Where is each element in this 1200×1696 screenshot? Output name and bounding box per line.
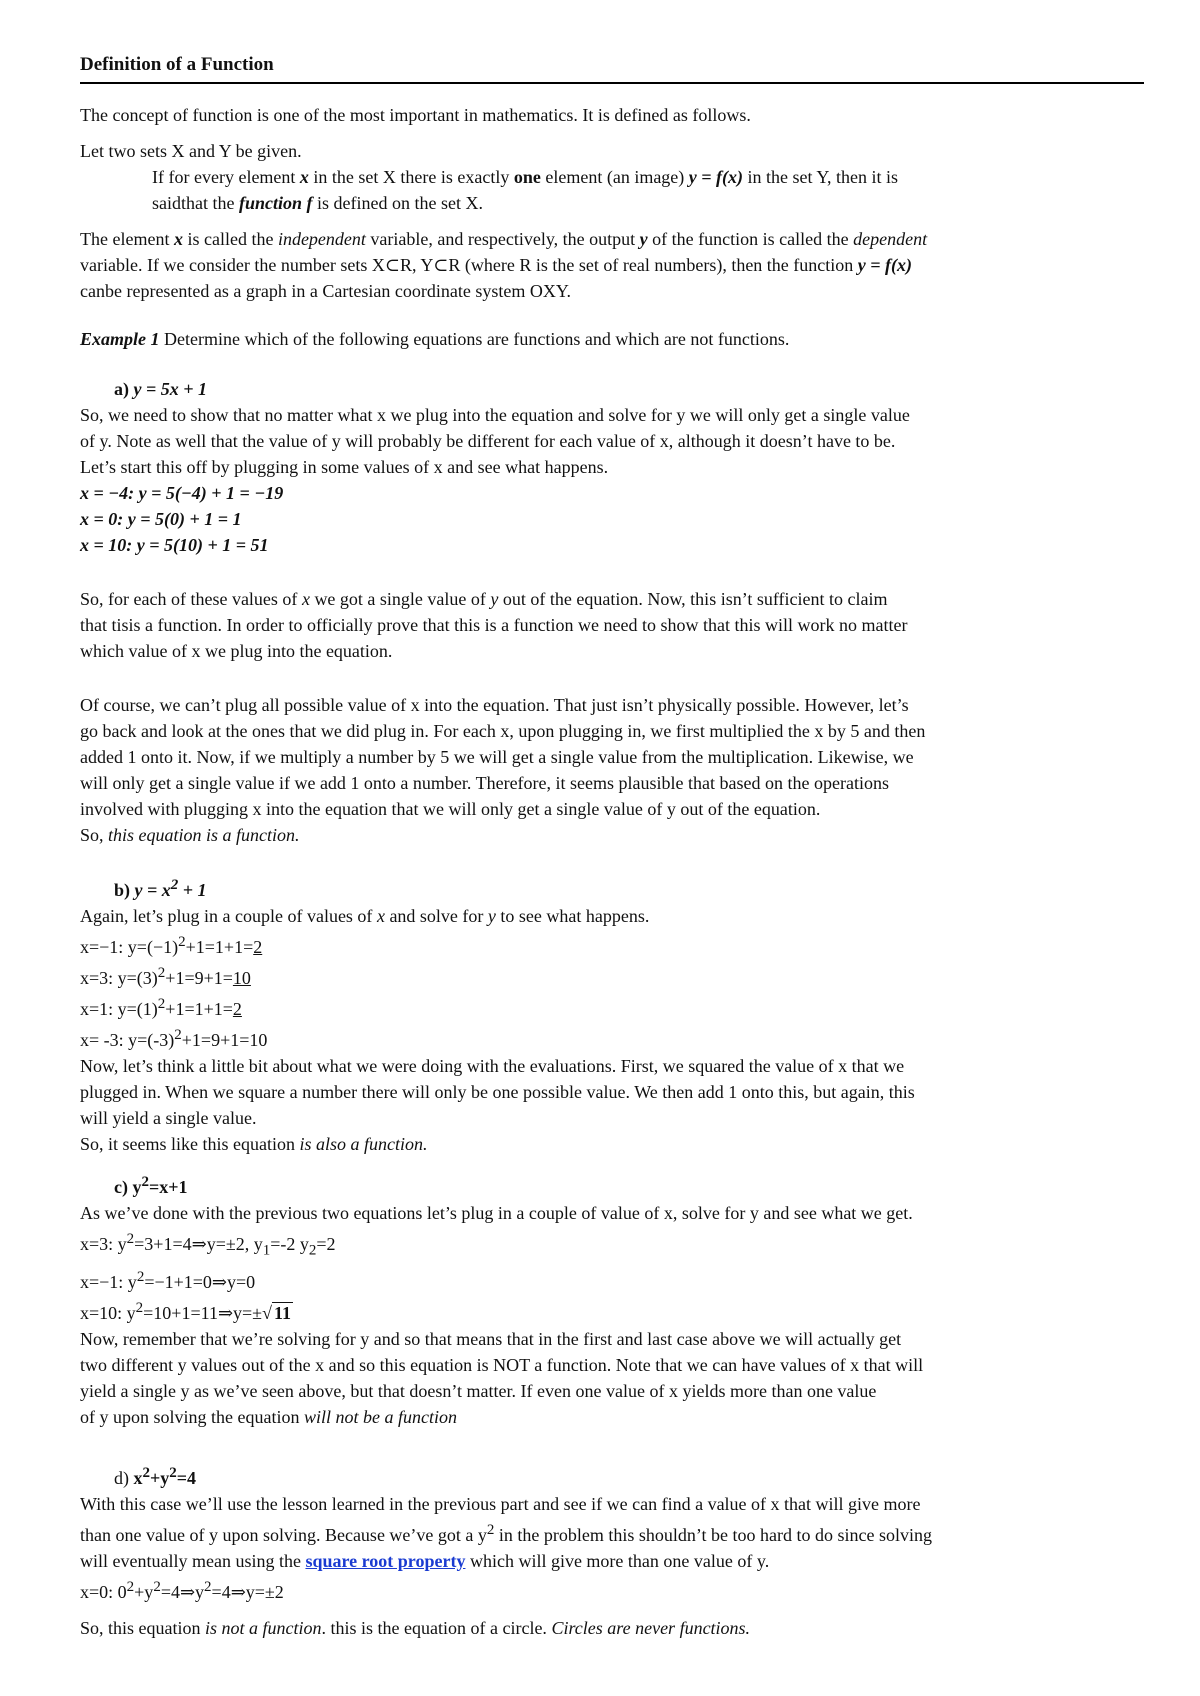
conclusion-italic: this equation is a function. — [108, 825, 300, 845]
part-b-line — [80, 903, 1144, 929]
underlined-value: 2 — [232, 999, 242, 1019]
text: =2 — [316, 1234, 336, 1254]
text: +1=1+1= — [165, 999, 233, 1019]
text: So, it seems like this equation — [80, 1134, 300, 1154]
superscript: 2 — [157, 996, 166, 1012]
part-a-conclusion — [80, 822, 1144, 848]
part-a-line: So, we need to show that no matter what x we plug into the equation and solve for y we will only get a single value — [80, 405, 910, 425]
var-x: x — [301, 589, 310, 609]
text: x=3: y — [80, 1234, 127, 1254]
term-independent: independent — [277, 229, 366, 249]
text: x=1: y=(1) — [80, 999, 158, 1019]
part-equation: +y — [150, 1467, 170, 1488]
part-a-line: of y. Note as well that the value of y will probably be different for each value of x, although it doesn’t have to be. — [80, 431, 896, 451]
text: x=3: y=(3) — [80, 968, 158, 988]
conclusion-italic: is not a function — [205, 1617, 322, 1638]
part-c-line: As we’ve done with the previous two equations let’s plug in a couple of value of x, solve for y and see what we get. — [80, 1203, 913, 1223]
superscript: 2 — [126, 1231, 135, 1247]
part-a-reasoning: will only get a single value if we add 1 onto a number. Therefore, it seems plausible that based on the operations — [80, 773, 889, 793]
superscript: 2 — [126, 1578, 135, 1595]
def-one: one — [513, 167, 541, 187]
example-heading — [80, 326, 1144, 352]
intro-paragraph — [80, 102, 1144, 128]
part-a-reasoning: involved with plugging x into the equation that we will only get a single value of y out of the equation. — [80, 799, 821, 819]
superscript: 2 — [169, 1464, 177, 1481]
def-text: If for every element — [152, 167, 300, 187]
part-label: d) — [114, 1467, 134, 1488]
text: =10+1=11⇒y=± — [143, 1302, 263, 1323]
var-y: y — [490, 589, 499, 609]
conclusion-italic: will not be a function — [303, 1406, 457, 1427]
text: variable, and respectively, the output — [365, 229, 640, 249]
part-c-eval — [80, 1295, 1144, 1326]
text: x=10: y — [80, 1302, 136, 1323]
part-a-eval: x = 10: y = 5(10) + 1 = 51 — [80, 535, 269, 555]
def-text: in the set X there is exactly — [308, 167, 514, 187]
part-d-conclusion — [80, 1615, 1144, 1641]
example-label: Example 1 — [80, 329, 160, 349]
underlined-value: 10 — [232, 968, 251, 988]
intro-text: The concept of function is one of the most important in mathematics. It is defined as follows. — [80, 105, 751, 125]
text: So, this equation — [80, 1617, 205, 1638]
part-equation: y = x — [134, 880, 171, 900]
variables-paragraph-line-1 — [80, 226, 1144, 252]
square-root-property-link[interactable]: square root property — [305, 1550, 466, 1571]
superscript: 2 — [157, 965, 166, 981]
part-equation: x — [133, 1467, 143, 1488]
part-b-conclusion — [80, 1131, 1144, 1157]
variables-paragraph-line-2 — [80, 252, 1144, 278]
superscript: 2 — [142, 1464, 150, 1481]
part-label: c) — [114, 1177, 133, 1197]
superscript: 2 — [153, 1578, 161, 1595]
sqrt-symbol: √ — [262, 1302, 272, 1323]
def-text: is defined on the set X. — [312, 193, 483, 213]
definition-line-2 — [80, 190, 1144, 216]
definition-line-1 — [80, 164, 1144, 190]
text: is called the — [182, 229, 278, 249]
subscript: 1 — [262, 1242, 271, 1259]
sqrt-radicand: 11 — [273, 1302, 291, 1323]
part-c-reasoning: two different y values out of the x and so this equation is NOT a function. Note that we can have values of x that will — [80, 1354, 924, 1375]
def-function-f: function f — [238, 193, 313, 213]
text: =4⇒y — [160, 1581, 205, 1602]
part-b-reasoning: will yield a single value. — [80, 1108, 257, 1128]
text: x=−1: y — [80, 1271, 137, 1292]
def-var-x: x — [299, 167, 309, 187]
part-equation: + 1 — [178, 880, 207, 900]
text: =4⇒y=±2 — [211, 1581, 284, 1602]
var-y: y — [639, 229, 648, 249]
text: than one value of y upon solving. Because we’ve got a y — [80, 1524, 487, 1545]
superscript: 2 — [141, 1174, 149, 1190]
text: =-2 y — [270, 1234, 309, 1254]
part-label: b) — [114, 880, 135, 900]
part-d-line — [80, 1517, 1144, 1548]
part-a-summary: that tisis a function. In order to officially prove that this is a function we need to show that this will work no matter — [80, 615, 908, 635]
part-b-eval — [80, 929, 1144, 960]
part-a-reasoning: Of course, we can’t plug all possible value of x into the equation. That just isn’t physically possible. However, let’s — [80, 695, 909, 715]
part-a-summary: which value of x we plug into the equation. — [80, 641, 393, 661]
text: will eventually mean using the — [80, 1550, 306, 1571]
part-b-eval — [80, 960, 1144, 991]
superscript: 2 — [136, 1268, 145, 1285]
part-a-reasoning: go back and look at the ones that we did plug in. For each x, upon plugging in, we first multiplied the x by 5 and then — [80, 721, 926, 741]
superscript: 2 — [170, 877, 179, 893]
text: we got a single value of — [309, 589, 491, 609]
text: =3+1=4⇒y=±2, y — [134, 1234, 263, 1254]
part-equation: =4 — [176, 1467, 197, 1488]
formula: y = f(x) — [857, 255, 913, 275]
part-c-heading — [80, 1169, 1144, 1200]
var-x: x — [376, 906, 385, 926]
superscript: 2 — [135, 1299, 144, 1316]
text: of the function is called the — [647, 229, 854, 249]
text: +1=1+1= — [185, 937, 254, 957]
superscript: 2 — [486, 1521, 495, 1538]
part-c-reasoning: yield a single y as we’ve seen above, but that doesn’t matter. If even one value of x yields more than one value — [80, 1380, 877, 1401]
text: The element — [80, 229, 174, 249]
def-text: element (an image) — [540, 167, 689, 187]
part-d-line — [80, 1548, 1144, 1574]
text: out of the equation. Now, this isn’t sufficient to claim — [498, 589, 888, 609]
text: +1=9+1= — [165, 968, 233, 988]
text: So, for each of these values of — [80, 589, 302, 609]
text: +y — [134, 1581, 154, 1602]
conclusion-italic: is also a function. — [299, 1134, 428, 1154]
part-a-eval: x = −4: y = 5(−4) + 1 = −19 — [80, 483, 284, 503]
def-text: saidthat the — [152, 193, 239, 213]
superscript: 2 — [174, 1027, 182, 1043]
var-x: x — [173, 229, 183, 249]
text: x= -3: y=(-3) — [80, 1030, 175, 1050]
text: of y upon solving the equation — [80, 1406, 304, 1427]
sets-given-text: Let two sets X and Y be given. — [80, 141, 302, 161]
text: x=−1: y=(−1) — [80, 937, 179, 957]
superscript: 2 — [204, 1578, 212, 1595]
part-d-line: With this case we’ll use the lesson learned in the previous part and see if we can find a value of x that will give more — [80, 1493, 921, 1514]
text: So, — [80, 825, 109, 845]
part-b-heading — [80, 872, 1144, 903]
part-a-eval: x = 0: y = 5(0) + 1 = 1 — [80, 509, 242, 529]
text: to see what happens. — [495, 906, 650, 926]
text: +1=9+1=10 — [181, 1030, 268, 1050]
part-d-heading — [80, 1460, 1144, 1491]
text: Again, let’s plug in a couple of values of — [80, 906, 377, 926]
example-text: Determine which of the following equations are functions and which are not functions. — [159, 329, 790, 349]
part-d-eval — [80, 1574, 1144, 1605]
text: . this is the equation of a circle. — [321, 1617, 552, 1638]
part-c-eval — [80, 1226, 1144, 1264]
part-b-reasoning: plugged in. When we square a number there will only be one possible value. We then add 1 onto this, but again, this — [80, 1082, 915, 1102]
text: in the problem this shouldn’t be too hard to do since solving — [494, 1524, 933, 1545]
part-label: a) — [114, 379, 134, 399]
underlined-value: 2 — [253, 937, 263, 957]
part-b-reasoning: Now, let’s think a little bit about what we were doing with the evaluations. First, we squared the value of x that we — [80, 1056, 905, 1076]
text: variable. If we consider the number sets X⊂R, Y⊂R (where R is the set of real numbers), then the function — [80, 255, 858, 275]
term-dependent: dependent — [853, 229, 928, 249]
variables-paragraph-line-3: canbe represented as a graph in a Cartesian coordinate system OXY. — [80, 281, 571, 301]
text: =−1+1=0⇒y=0 — [144, 1271, 256, 1292]
part-c-eval — [80, 1264, 1144, 1295]
part-a-heading — [80, 376, 1144, 402]
part-b-eval — [80, 991, 1144, 1022]
subscript: 2 — [308, 1242, 317, 1259]
def-text: in the set Y, then it is — [743, 167, 899, 187]
part-equation: y — [132, 1177, 142, 1197]
def-formula: y = f(x) — [688, 167, 744, 187]
page-title: Definition of a Function — [80, 52, 1144, 84]
part-b-eval — [80, 1022, 1144, 1053]
part-a-line: Let’s start this off by plugging in some values of x and see what happens. — [80, 457, 609, 477]
text: which will give more than one value of y. — [465, 1550, 770, 1571]
part-a-reasoning: added 1 onto it. Now, if we multiply a number by 5 we will get a single value from the multiplication. Likewise, we — [80, 747, 914, 767]
text: and solve for — [384, 906, 488, 926]
part-c-reasoning: Now, remember that we’re solving for y and so that means that in the first and last case above we will actually get — [80, 1328, 902, 1349]
text: x=0: 0 — [80, 1581, 127, 1602]
part-c-conclusion — [80, 1404, 1144, 1430]
part-a-summary — [80, 586, 1144, 612]
superscript: 2 — [178, 934, 186, 950]
part-equation: =x+1 — [148, 1177, 188, 1197]
conclusion-italic: Circles are never functions. — [551, 1617, 751, 1638]
part-equation: y = 5x + 1 — [133, 379, 208, 399]
var-y: y — [487, 906, 496, 926]
